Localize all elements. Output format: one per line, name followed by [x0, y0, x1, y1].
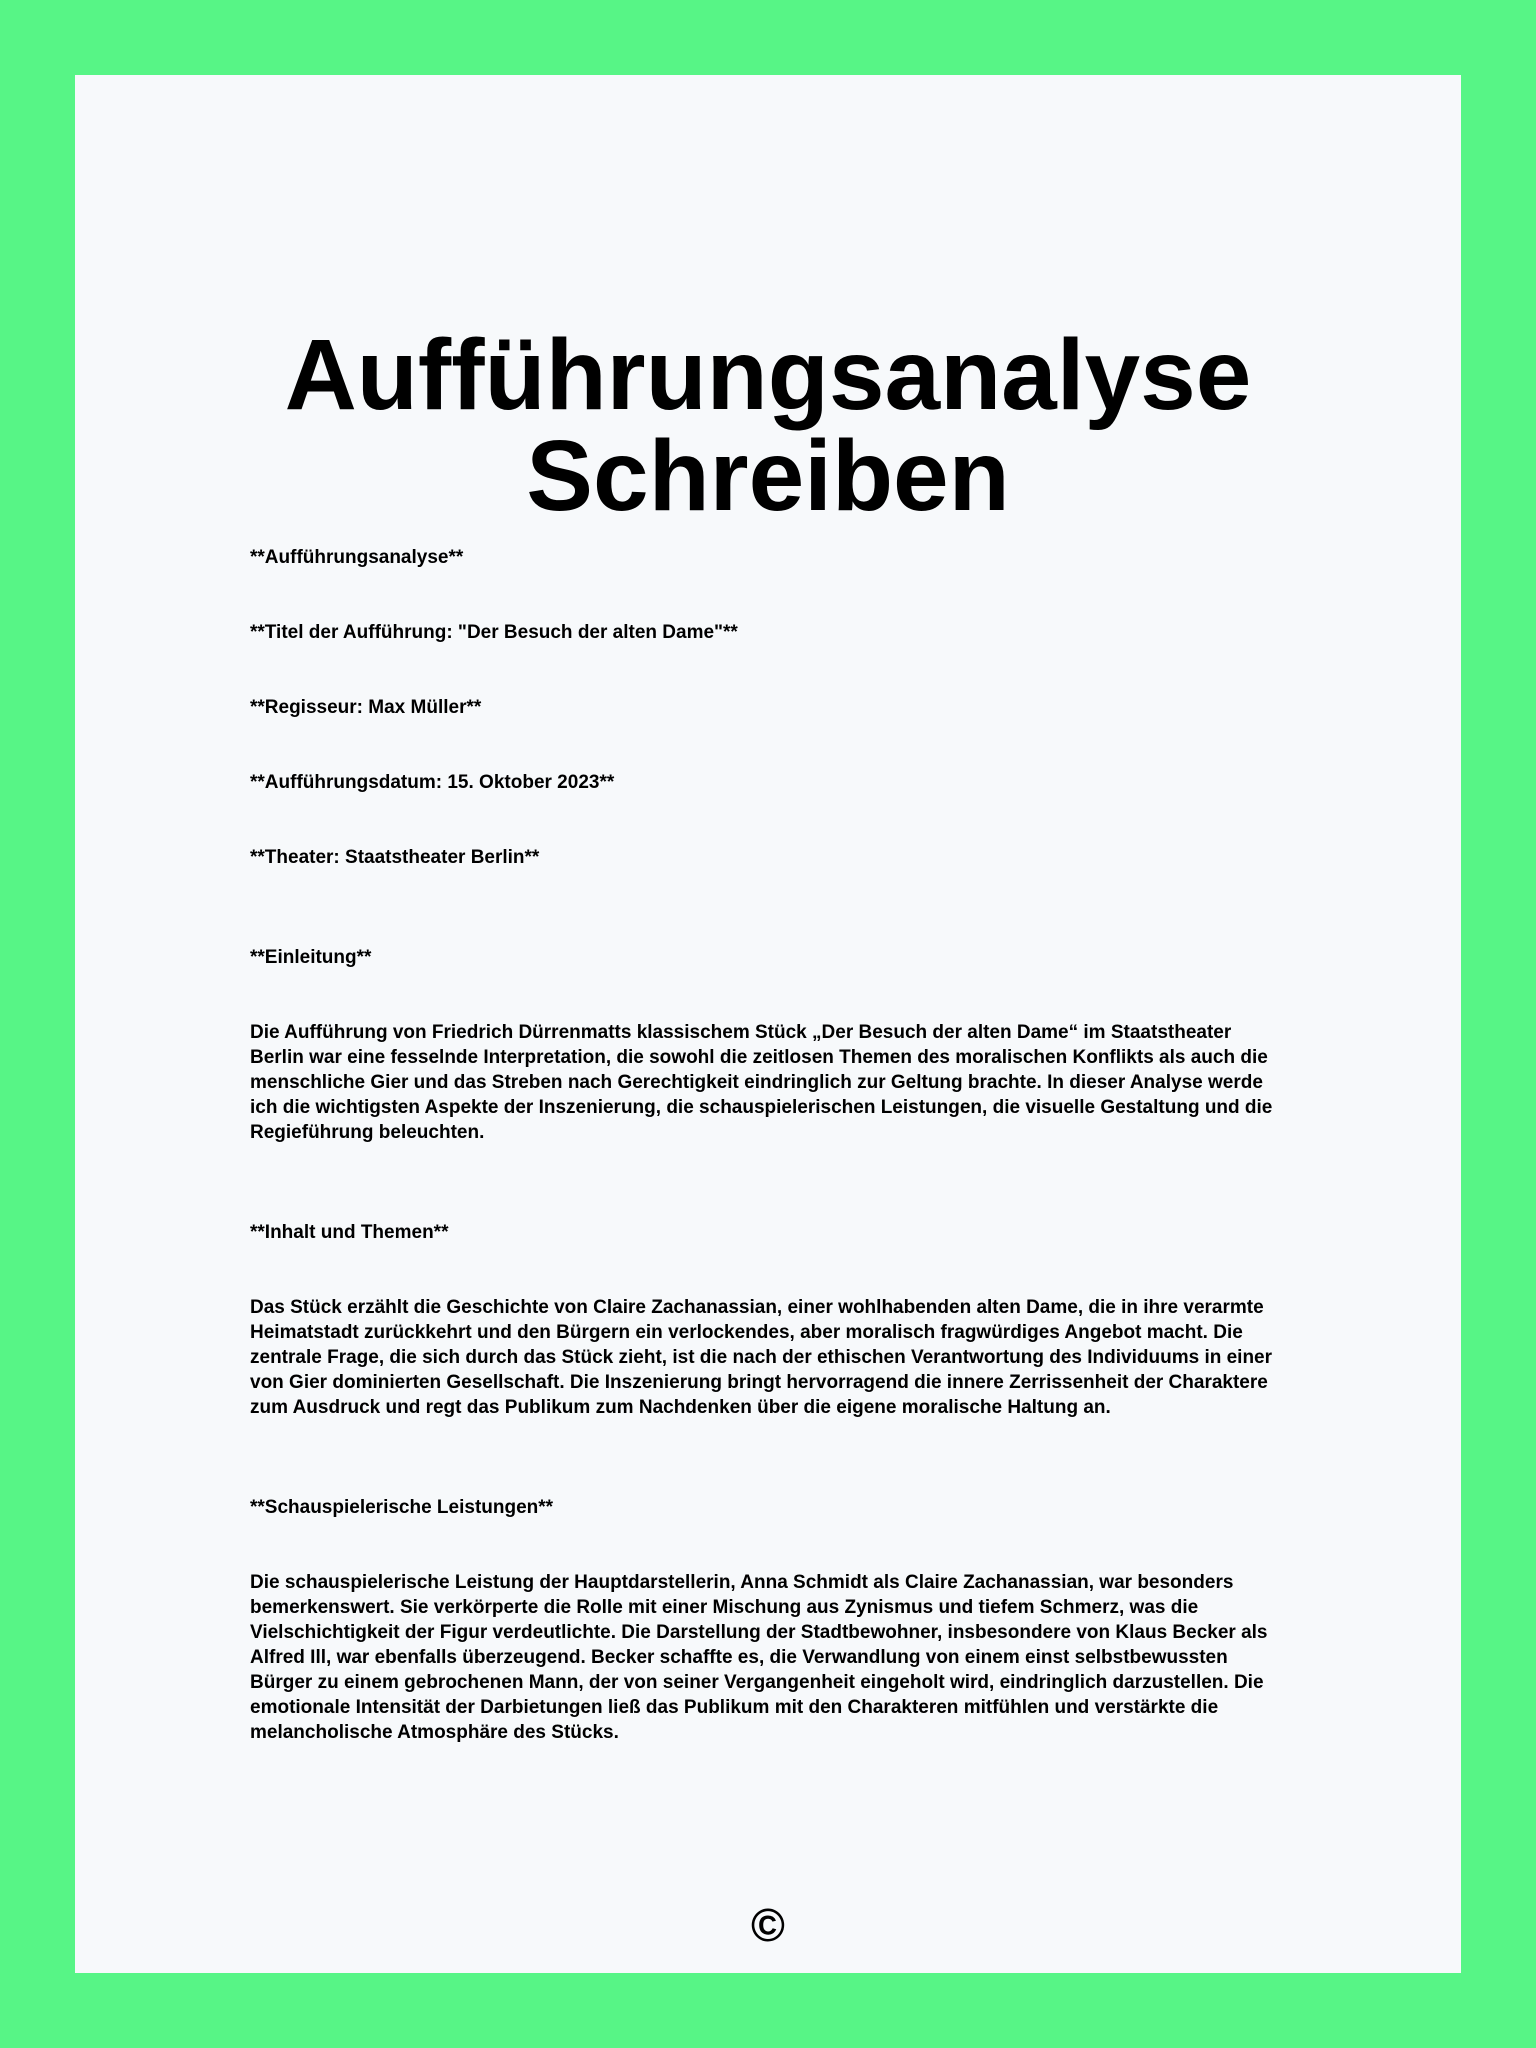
section-heading-introduction: **Einleitung**: [250, 947, 372, 968]
copyright-icon: ©: [751, 1899, 785, 1951]
document-body: [250, 545, 1290, 1820]
analysis-label: **Aufführungsanalyse**: [250, 547, 464, 568]
section-text-acting: Die schauspielerische Leistung der Hauptdarstellerin, Anna Schmidt als Claire Zachanassian, war besonders bemerkenswert. Sie verkörperte die Rolle mit einer Mischung aus Zynismus und tiefem Schmerz, was die Vielschichtigkeit der Figur verdeutlichte. Die Darstellung der Stadtbewohner, insbesondere von Klaus Becker als Alfred Ill, war ebenfalls überzeugend. Becker schaffte es, die Verwandlung von einem einst selbstbewussten Bürger zu einem gebrochenen Mann, der von seiner Vergangenheit eingeholt wird, eindringlich darzustellen. Die emotionale Intensität der Darbietungen ließ das Publikum mit den Charakteren mitfühlen und verstärkte die melancholische Atmosphäre des Stücks.: [250, 1572, 1268, 1743]
performance-date: **Aufführungsdatum: 15. Oktober 2023**: [250, 772, 615, 793]
performance-title: **Titel der Aufführung: "Der Besuch der alten Dame"**: [250, 622, 738, 643]
title-line-1: Aufführungsanalyse: [284, 319, 1252, 431]
page-title: [75, 319, 1461, 532]
section-text-introduction: Die Aufführung von Friedrich Dürrenmatts klassischem Stück „Der Besuch der alten Dame“ im Staatstheater Berlin war eine fesselnde Interpretation, die sowohl die zeitlosen Themen des moralischen Konflikts als auch die menschliche Gier und das Streben nach Gerechtigkeit eindringlich zur Geltung brachte. In dieser Analyse werde ich die wichtigsten Aspekte der Inszenierung, die schauspielerischen Leistungen, die visuelle Gestaltung und die Regieführung beleuchten.: [250, 1022, 1273, 1143]
document-page: [75, 75, 1461, 1973]
director: **Regisseur: Max Müller**: [250, 697, 482, 718]
section-heading-acting: **Schauspielerische Leistungen**: [250, 1497, 554, 1518]
section-text-content-themes: Das Stück erzählt die Geschichte von Claire Zachanassian, einer wohlhabenden alten Dame, die in ihre verarmte Heimatstadt zurückkehrt und den Bürgern ein verlockendes, aber moralisch fragwürdiges Angebot macht. Die zentrale Frage, die sich durch das Stück zieht, ist die nach der ethischen Verantwortung des Individuums in einer von Gier dominierten Gesellschaft. Die Inszenierung bringt hervorragend die innere Zerrissenheit der Charaktere zum Ausdruck und regt das Publikum zum Nachdenken über die eigene moralische Haltung an.: [250, 1297, 1273, 1418]
section-heading-content-themes: **Inhalt und Themen**: [250, 1222, 449, 1243]
theater: **Theater: Staatstheater Berlin**: [250, 847, 540, 868]
title-line-2: Schreiben: [526, 420, 1010, 532]
